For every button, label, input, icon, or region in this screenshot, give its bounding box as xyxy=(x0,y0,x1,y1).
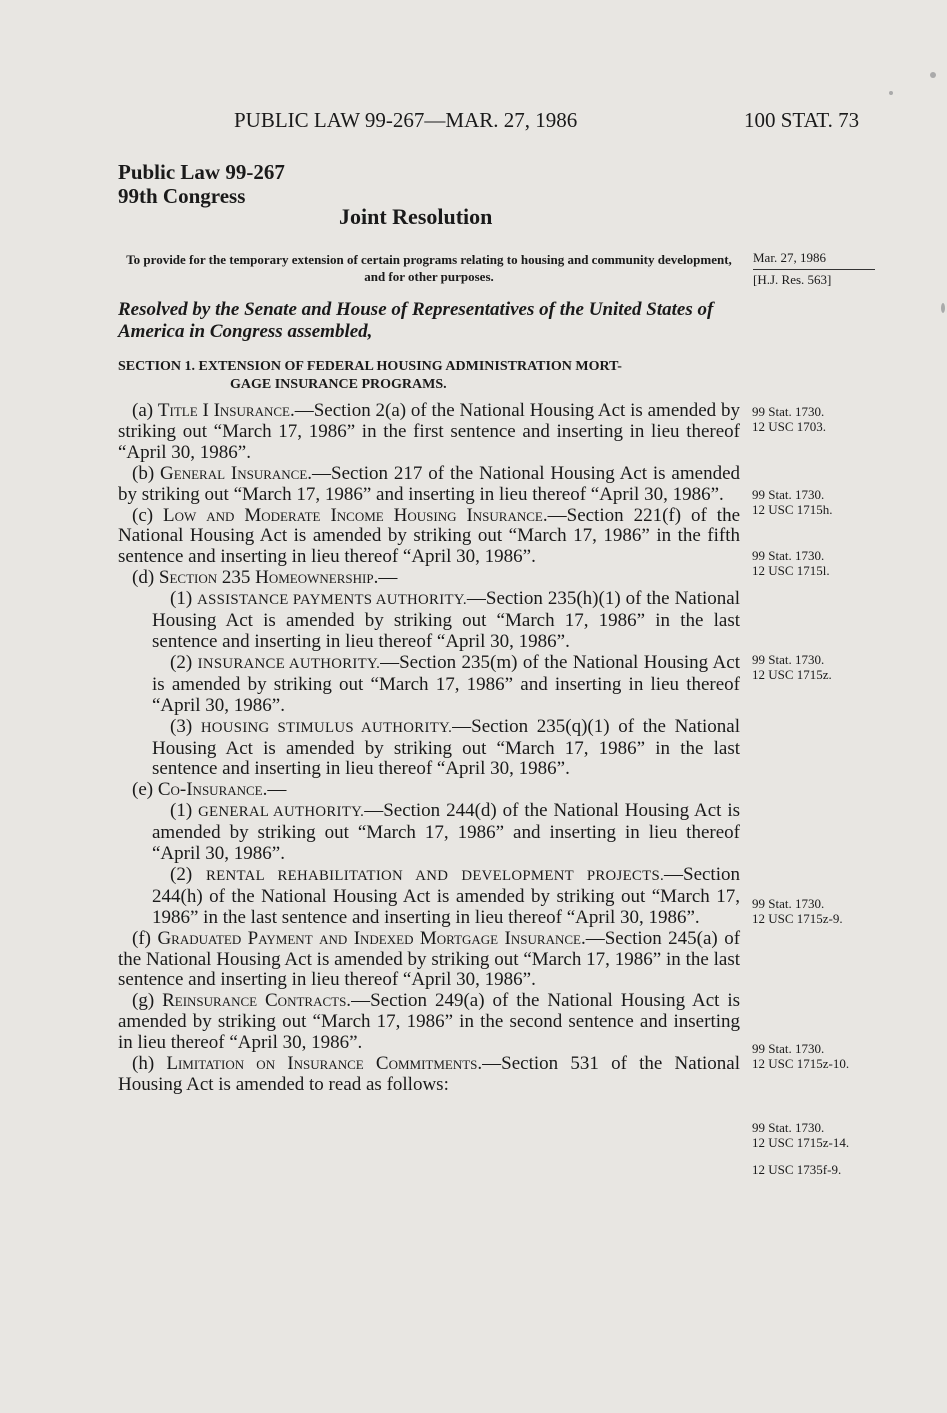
section-heading-line1: SECTION 1. EXTENSION OF FEDERAL HOUSING ADMINISTRATION MORT- xyxy=(118,359,622,374)
section-heading xyxy=(118,358,740,394)
margin-citation: 99 Stat. 1730. 12 USC 1715z-10. xyxy=(752,1041,850,1071)
paragraph-d3: (3) HOUSING STIMULUS AUTHORITY.—Section 235(q)(1) of the National Housing Act is amended by striking out “March 17, 1986” in the last sentence and inserting in lieu thereof “April 30, 1986”. xyxy=(152,715,740,780)
resolution-number: [H.J. Res. 563] xyxy=(753,272,832,287)
paragraph-d1: (1) ASSISTANCE PAYMENTS AUTHORITY.—Section 235(h)(1) of the National Housing Act is amended by striking out “March 17, 1986” in the last sentence and inserting in lieu thereof “April 30, 1986”. xyxy=(152,588,741,652)
margin-citation: 99 Stat. 1730. 12 USC 1715h. xyxy=(752,487,833,517)
subsection-a: (a) Title I Insurance.—Section 2(a) of the National Housing Act is amended by striking out “March 17, 1986” in the first sentence and inserting in lieu thereof “April 30, 1986”. xyxy=(118,400,740,463)
margin-citation: 99 Stat. 1730. 12 USC 1715l. xyxy=(752,548,830,578)
section-body xyxy=(118,401,740,1096)
margin-citation: 99 Stat. 1730. 12 USC 1703. xyxy=(752,404,827,434)
margin-citation: 12 USC 1735f-9. xyxy=(752,1162,842,1177)
law-identification xyxy=(118,160,285,208)
running-header-page: 100 STAT. 73 xyxy=(744,108,860,132)
enacting-clause: Resolved by the Senate and House of Representatives of the United States of America in Congress assembled, xyxy=(118,299,714,342)
document-type-title: Joint Resolution xyxy=(339,204,493,229)
scan-speck xyxy=(930,72,936,78)
running-header-citation: PUBLIC LAW 99-267—MAR. 27, 1986 xyxy=(234,108,578,132)
margin-citation: 99 Stat. 1730. 12 USC 1715z-9. xyxy=(752,896,843,926)
subsection-h: (h) Limitation on Insurance Commitments.—Section 531 of the National Housing Act is amended to read as follows: xyxy=(118,1053,740,1095)
side-note-rule xyxy=(753,269,875,270)
subsection-c: (c) Low and Moderate Income Housing Insurance.—Section 221(f) of the National Housing Act is amended by striking out “March 17, 1986” in the fifth sentence and inserting in lieu thereof “April 30, 1986”. xyxy=(118,504,741,568)
paragraph-e1: (1) GENERAL AUTHORITY.—Section 244(d) of the National Housing Act is amended by striking out “March 17, 1986” and inserting in lieu thereof “April 30, 1986”. xyxy=(152,800,741,865)
paragraph-e2: (2) RENTAL REHABILITATION AND DEVELOPMENT PROJECTS.—Section 244(h) of the National Housing Act is amended by striking out “March 17, 1986” in the last sentence and inserting in lieu thereof “April 30, 1986”. xyxy=(152,863,740,928)
enactment-date: Mar. 27, 1986 xyxy=(753,250,826,265)
scan-speck xyxy=(889,91,893,95)
scan-speck xyxy=(941,303,945,313)
margin-citation: 99 Stat. 1730. 12 USC 1715z. xyxy=(752,652,832,682)
subsection-g: (g) Reinsurance Contracts.—Section 249(a) of the National Housing Act is amended by striking out “March 17, 1986” in the second sentence and inserting in lieu thereof “April 30, 1986”. xyxy=(118,990,740,1054)
public-law-number: Public Law 99-267 xyxy=(118,160,285,184)
subsection-f: (f) Graduated Payment and Indexed Mortgage Insurance.—Section 245(a) of the National Housing Act is amended by striking out “March 17, 1986” in the last sentence and inserting in lieu thereof “April 30, 1986”. xyxy=(118,927,741,991)
subsection-b: (b) General Insurance.—Section 217 of the National Housing Act is amended by striking out “March 17, 1986” and inserting in lieu thereof “April 30, 1986”. xyxy=(118,462,741,505)
subsection-e: (e) Co-Insurance.— xyxy=(132,779,287,801)
congress-number: 99th Congress xyxy=(118,184,246,208)
subsection-d: (d) Section 235 Homeownership.— xyxy=(132,567,398,589)
section-heading-line2: GAGE INSURANCE PROGRAMS. xyxy=(230,377,447,392)
paragraph-d2: (2) INSURANCE AUTHORITY.—Section 235(m) of the National Housing Act is amended by striking out “March 17, 1986” and inserting in lieu thereof “April 30, 1986”. xyxy=(152,651,740,716)
purpose-statement: To provide for the temporary extension of certain programs relating to housing and community development, and for other purposes. xyxy=(126,252,732,284)
enactment-side-note xyxy=(753,250,875,288)
margin-citation: 99 Stat. 1730. 12 USC 1715z-14. xyxy=(752,1120,850,1150)
